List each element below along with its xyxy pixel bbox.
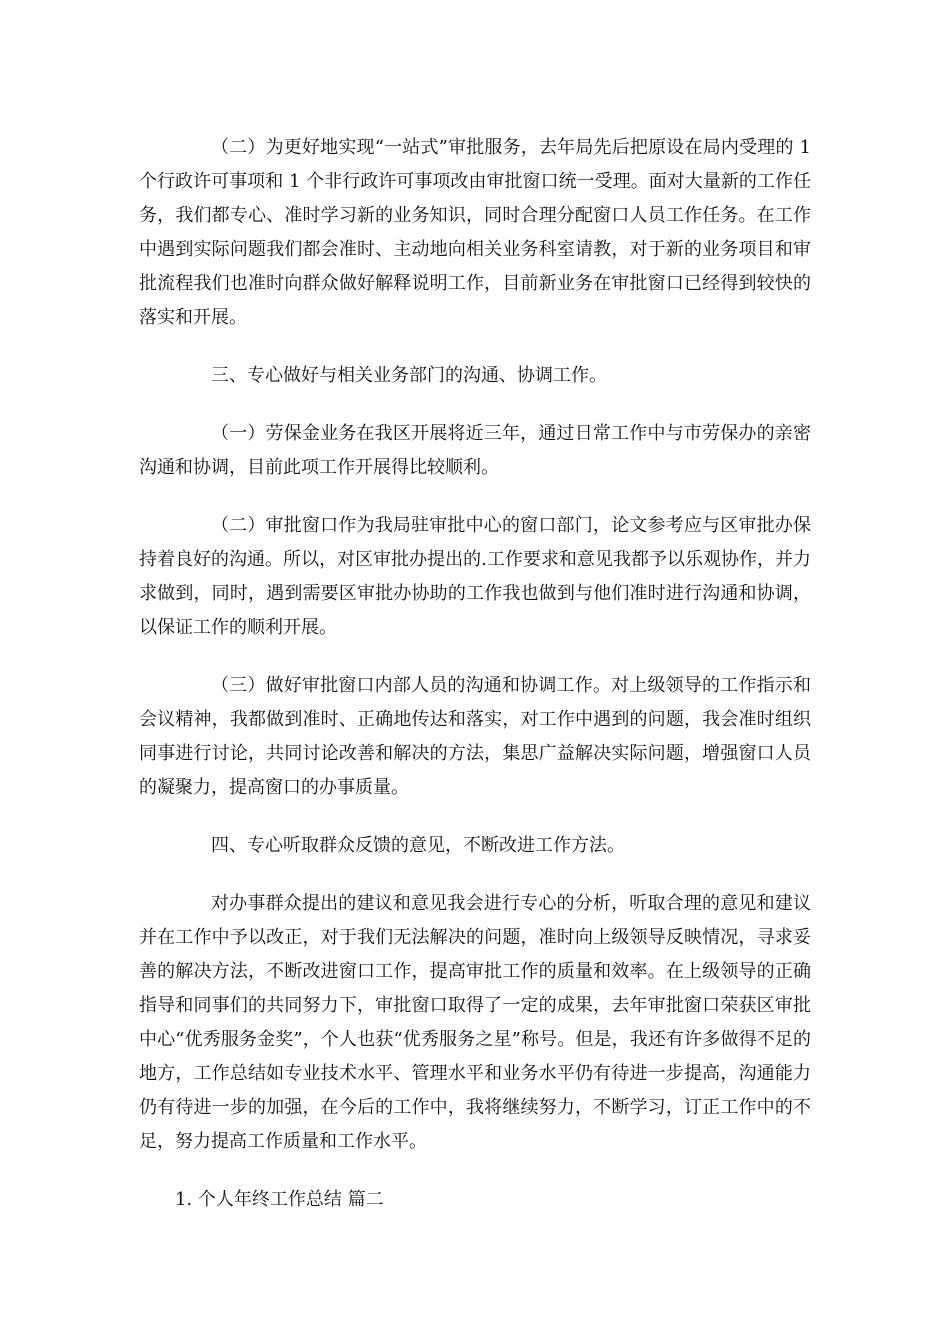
- section-heading-feedback: 四、专心听取群众反馈的意见，不断改进工作方法。: [211, 835, 625, 856]
- section-heading-communication: 三、专心做好与相关业务部门的沟通、协调工作。: [211, 365, 607, 386]
- paragraph-internal-coordination: （三）做好审批窗口内部人员的沟通和协调工作。对上级领导的工作指示和会议精神，我都做到准时、正确地传达和落实，对工作中遇到的问题，我会准时组织同事进行讨论，共同讨论改善和解决的方法，集思广益解决实际问题，增强窗口人员的凝聚力，提高窗口的办事质量。: [139, 675, 811, 798]
- document-body: [139, 131, 811, 1217]
- paragraph-labor-insurance: （一）劳保金业务在我区开展将近三年，通过日常工作中与市劳保办的亲密沟通和协调，目前此项工作开展得比较顺利。: [139, 423, 811, 478]
- paragraph-feedback-improvement: 对办事群众提出的建议和意见我会进行专心的分析，听取合理的意见和建议并在工作中予以改正，对于我们无法解决的问题，准时向上级领导反映情况，寻求妥善的解决方法，不断改进窗口工作，提高审批工作的质量和效率。在上级领导的正确指导和同事们的共同努力下，审批窗口取得了一定的成果，去年审批窗口荣获区审批中心“优秀服务金奖”，个人也获“优秀服务之星”称号。但是，我还有许多做得不足的地方，工作总结如专业技术水平、管理水平和业务水平仍有待进一步提高，沟通能力仍有待进一步的加强，在今后的工作中，我将继续努力，不断学习，订正工作中的不足，努力提高工作质量和工作水平。: [139, 893, 811, 1152]
- paragraph-approval-office: （二）审批窗口作为我局驻审批中心的窗口部门，论文参考应与区审批办保持着良好的沟通。所以，对区审批办提出的.工作要求和意见我都予以乐观协作，并力求做到，同时，遇到需要区审批办协助的工作我也做到与他们准时进行沟通和协调，以保证工作的顺利开展。: [139, 515, 811, 638]
- paragraph-window-service: （二）为更好地实现“一站式”审批服务，去年局先后把原设在局内受理的 1 个行政许可事项和 1 个非行政许可事项改由审批窗口统一受理。面对大量新的工作任务，我们都专心、准时学习新的业务知识，同时合理分配窗口人员工作任务。在工作中遇到实际问题我们都会准时、主动地向相关业务科室请教，对于新的业务项目和审批流程我们也准时向群众做好解释说明工作，目前新业务在审批窗口已经得到较快的落实和开展。: [139, 137, 811, 328]
- next-section-title: 1. 个人年终工作总结 篇二: [175, 1189, 384, 1210]
